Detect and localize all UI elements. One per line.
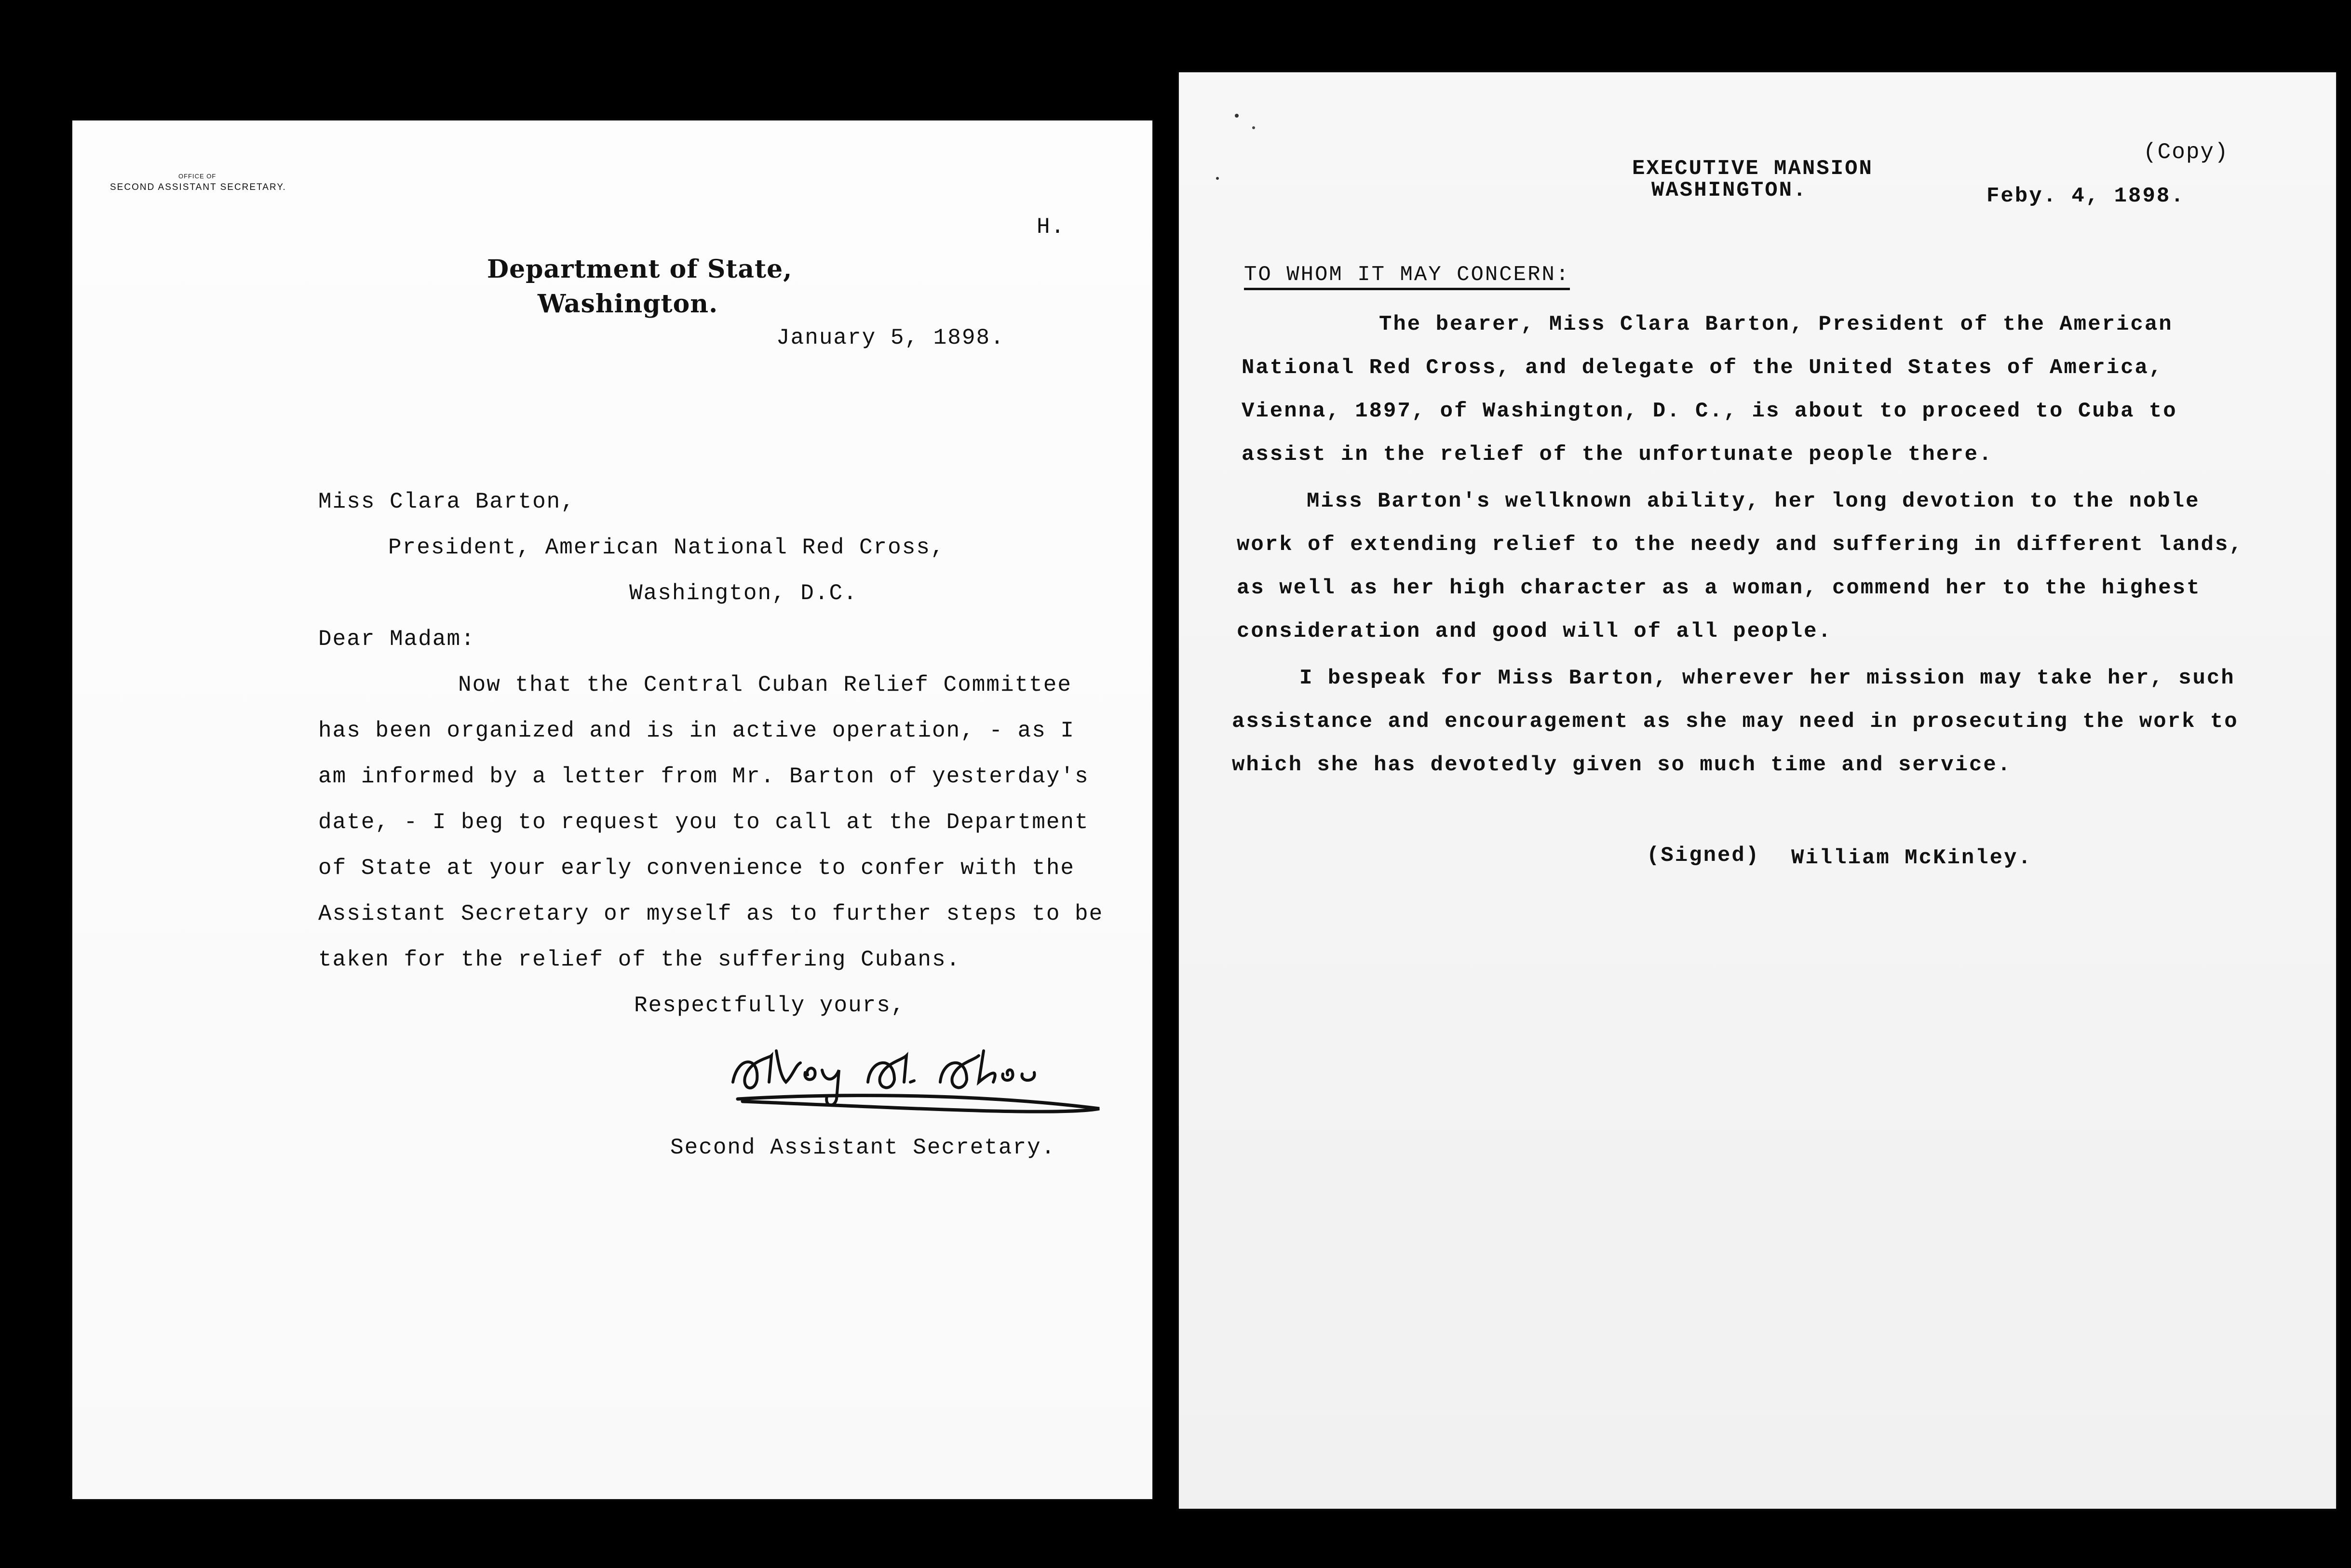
department-city: Washington. (538, 289, 718, 319)
signed-mark: (Signed) (1647, 844, 1760, 868)
department-name: Department of State, (487, 255, 793, 284)
office-title: SECOND ASSISTANT SECRETARY. (110, 182, 286, 192)
paper-specks (1208, 101, 1304, 198)
signer-name: William McKinley. (1791, 846, 2032, 870)
body-line: consideration and good will of all people. (1237, 619, 1832, 643)
salutation: Dear Madam: (318, 627, 475, 652)
body-line: Miss Barton's wellknown ability, her long devotion to the noble (1307, 489, 2200, 513)
body-line: assist in the relief of the unfortunate people there. (1242, 442, 1993, 467)
body-line: assistance and encouragement as she may need in prosecuting the work to (1232, 710, 2239, 734)
heading-line-1: EXECUTIVE MANSION (1632, 157, 1873, 181)
body-line: am informed by a letter from Mr. Barton of yesterday's (318, 764, 1089, 789)
closing: Respectfully yours, (634, 993, 905, 1018)
body-line: taken for the relief of the suffering Cubans. (318, 947, 961, 972)
body-line: Vienna, 1897, of Washington, D. C., is about to proceed to Cuba to (1242, 399, 2177, 423)
addressee-title: President, American National Red Cross, (388, 535, 945, 560)
office-of-label: OFFICE OF (178, 173, 216, 180)
body-line: work of extending relief to the needy and suffering in different lands, (1237, 533, 2243, 557)
letter-date: Feby. 4, 1898. (1986, 184, 2185, 208)
letter-date: January 5, 1898. (776, 325, 1005, 350)
letter-department-of-state (72, 121, 1152, 1499)
body-line: of State at your early convenience to confer with the (318, 856, 1075, 881)
body-line: which she has devotedly given so much time and service. (1232, 753, 2012, 777)
body-line: Now that the Central Cuban Relief Committee (458, 672, 1072, 697)
body-line: I bespeak for Miss Barton, wherever her mission may take her, such (1299, 666, 2235, 690)
body-line: as well as her high character as a woman, commend her to the highest (1237, 576, 2201, 600)
body-line: has been organized and is in active operation, - as I (318, 718, 1075, 743)
body-line: National Red Cross, and delegate of the United States of America, (1242, 356, 2163, 380)
handwritten-signature (723, 1036, 1109, 1123)
letter-executive-mansion (1179, 72, 2336, 1509)
body-line: Assistant Secretary or myself as to further steps to be (318, 901, 1104, 926)
file-mark: H. (1037, 214, 1066, 240)
body-line: date, - I beg to request you to call at the Department (318, 810, 1089, 835)
copy-mark: (Copy) (2143, 140, 2229, 165)
body-line: The bearer, Miss Clara Barton, President of the American (1379, 312, 2173, 336)
addressee-name: Miss Clara Barton, (318, 489, 575, 514)
signer-title: Second Assistant Secretary. (670, 1135, 1056, 1160)
heading-line-2: WASHINGTON. (1651, 178, 1808, 202)
address-line: TO WHOM IT MAY CONCERN: (1244, 263, 1570, 290)
addressee-place: Washington, D.C. (629, 581, 858, 606)
